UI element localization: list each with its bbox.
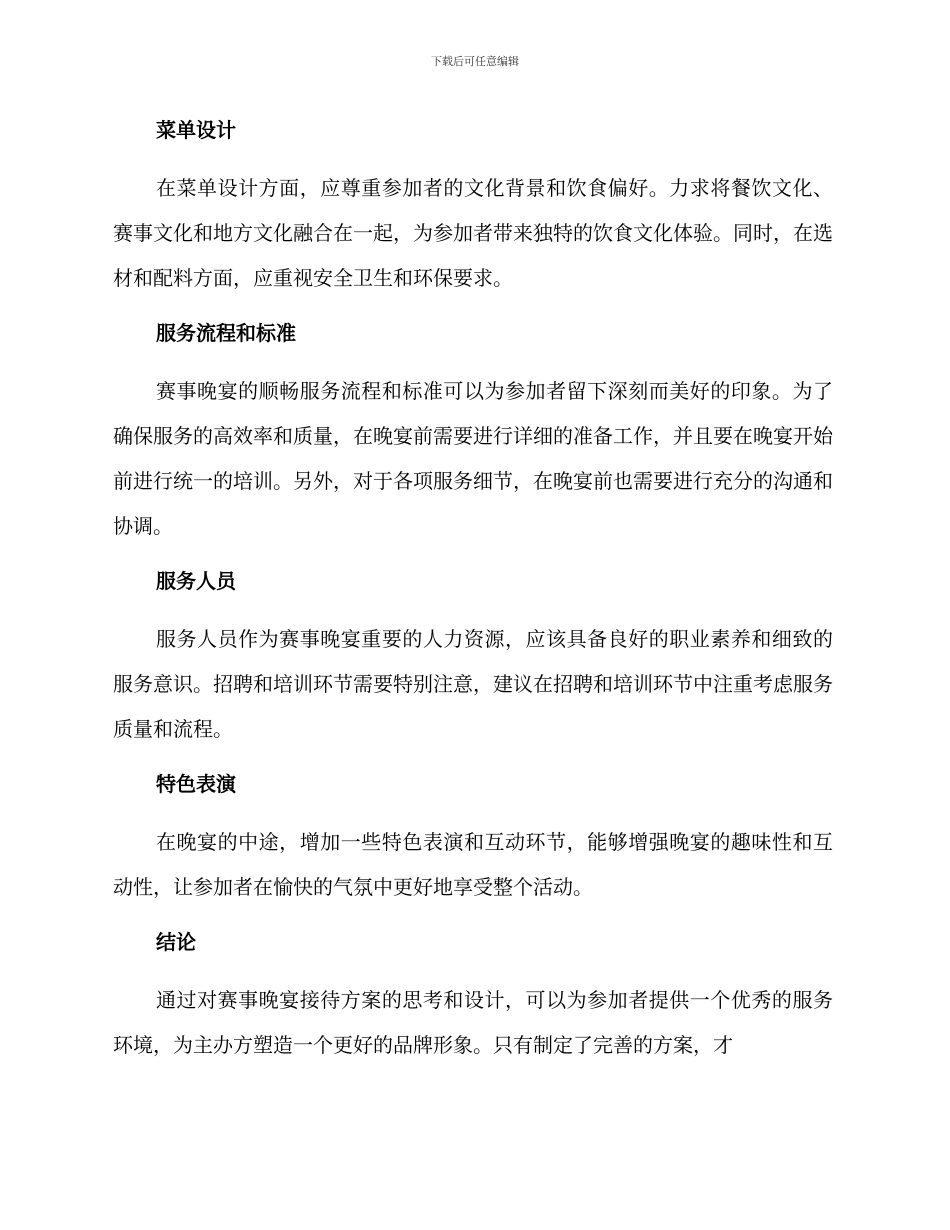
section-service-staff (113, 563, 833, 766)
section-paragraph: 赛事晚宴的顺畅服务流程和标准可以为参加者留下深刻而美好的印象。为了确保服务的高效率和质量，在晚宴前需要进行详细的准备工作，并且要在晚宴开始前进行统一的培训。另外，对于各项服务细节，在晚宴前也需要进行充分的沟通和协调。 (113, 379, 833, 538)
section-paragraph: 通过对赛事晚宴接待方案的思考和设计，可以为参加者提供一个优秀的服务环境，为主办方塑造一个更好的品牌形象。只有制定了完善的方案，才 (113, 988, 833, 1057)
section-heading: 特色表演 (156, 772, 236, 796)
section-heading: 结论 (156, 930, 196, 954)
section-paragraph: 在菜单设计方面，应尊重参加者的文化背景和饮食偏好。力求将餐饮文化、赛事文化和地方文化融合在一起，为参加者带来独特的饮食文化体验。同时，在选材和配料方面，应重视安全卫生和环保要求。 (113, 176, 833, 290)
section-menu-design (113, 112, 833, 315)
page-header-note: 下载后可任意编辑 (431, 55, 519, 68)
section-heading: 服务人员 (156, 569, 236, 593)
section-heading: 菜单设计 (156, 118, 236, 142)
section-service-process (113, 315, 833, 563)
section-conclusion (113, 924, 833, 1068)
section-performance (113, 766, 833, 924)
section-paragraph: 在晚宴的中途，增加一些特色表演和互动环节，能够增强晚宴的趣味性和互动性，让参加者在愉快的气氛中更好地享受整个活动。 (113, 830, 833, 899)
section-paragraph: 服务人员作为赛事晚宴重要的人力资源，应该具备良好的职业素养和细致的服务意识。招聘和培训环节需要特别注意，建议在招聘和培训环节中注重考虑服务质量和流程。 (113, 627, 833, 741)
document-body (113, 112, 833, 1068)
section-heading: 服务流程和标准 (156, 321, 296, 345)
